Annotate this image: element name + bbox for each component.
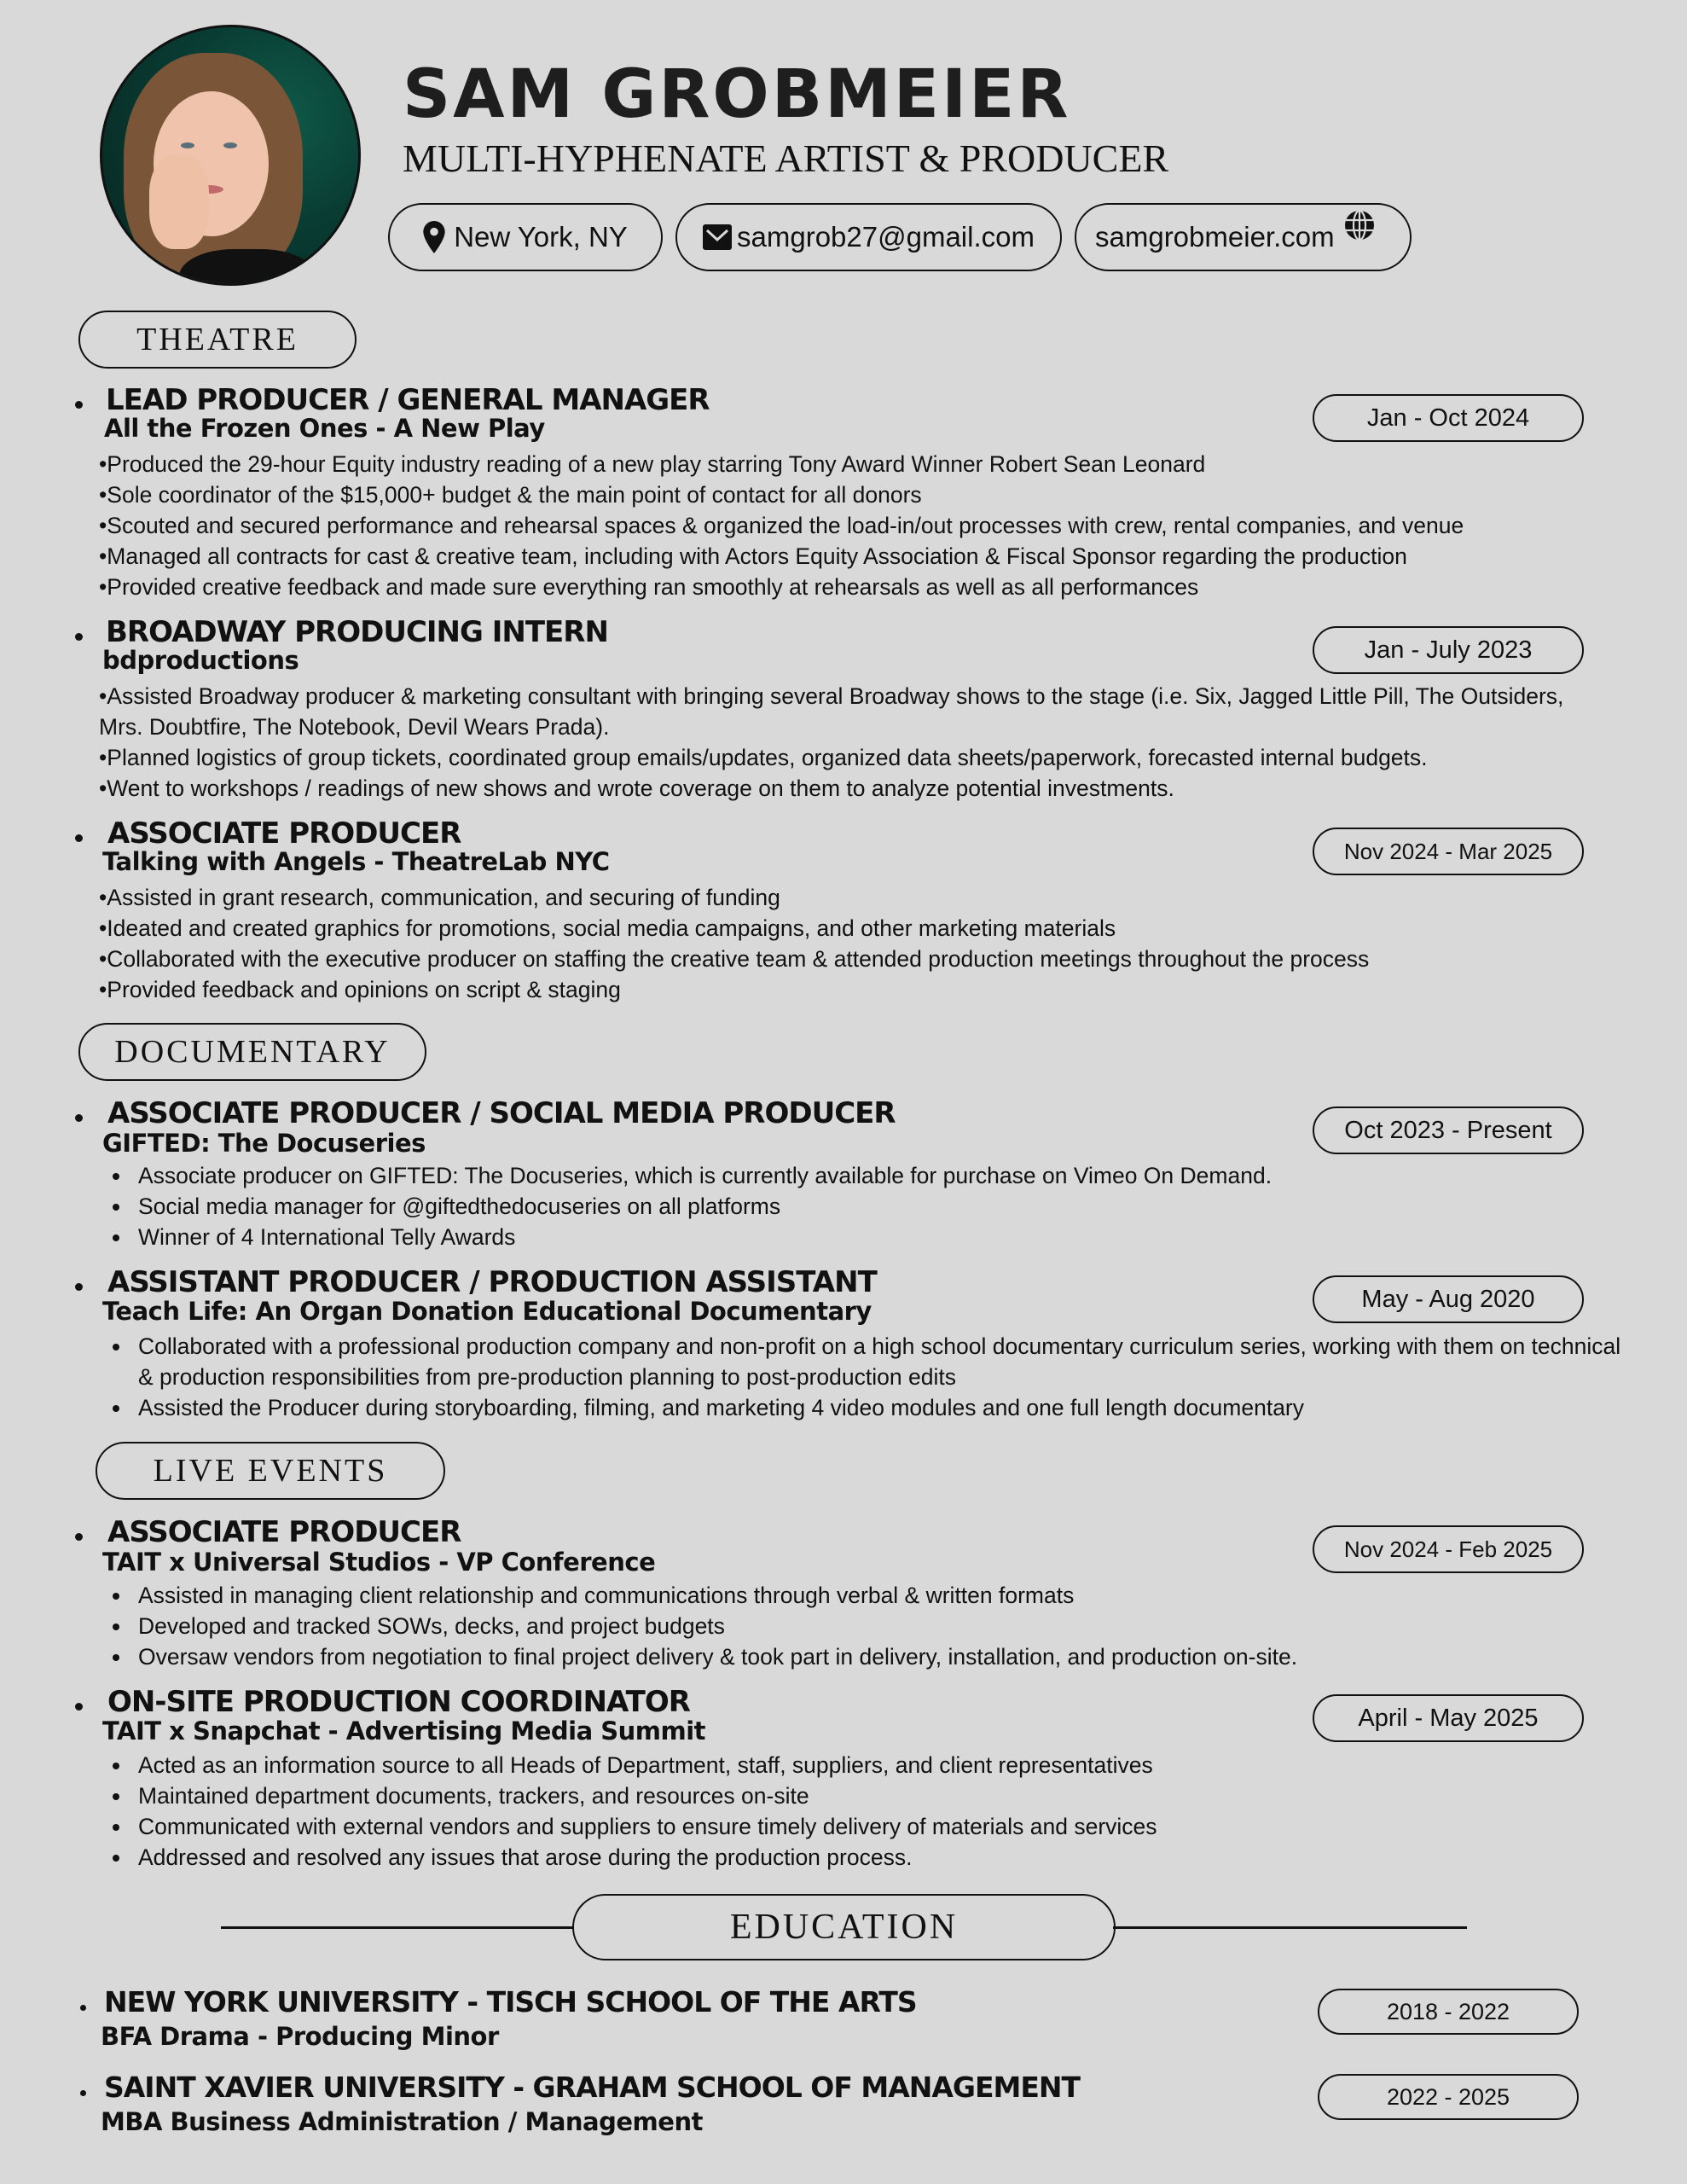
education-school: SAINT XAVIER UNIVERSITY - GRAHAM SCHOOL OF MANAGEMENT	[104, 2071, 1081, 2104]
entry-date-badge: Jan - July 2023	[1313, 626, 1584, 674]
entry-organization: Talking with Angels - TheatreLab NYC	[102, 847, 610, 876]
entry-bullet	[75, 1283, 83, 1291]
description-line: •Provided creative feedback and made sure everything ran smoothly at rehearsals as well as all performances	[99, 574, 1199, 600]
description-line: •Assisted Broadway producer & marketing consultant with bringing several Broadway shows to the stage (i.e. Six, Jagged Little Pill, The Outsiders, Mrs. Doubtfire, The Notebook, Devil Wears Prada).	[99, 683, 1564, 740]
description-line: •Went to workshops / readings of new shows and wrote coverage on them to analyze potential investments.	[99, 775, 1174, 801]
description-line: •Provided feedback and opinions on script & staging	[99, 977, 621, 1002]
description-line: •Planned logistics of group tickets, coordinated group emails/updates, organized data sheets/paperwork, forecasted internal budgets.	[99, 745, 1428, 770]
contact-email-text[interactable]: samgrob27@gmail.com	[737, 221, 1035, 253]
description-line: Social media manager for @giftedthedocuseries on all platforms	[104, 1191, 1272, 1222]
entry-organization: TAIT x Snapchat - Advertising Media Summit	[102, 1716, 706, 1745]
entry-role: ASSOCIATE PRODUCER / SOCIAL MEDIA PRODUCER	[107, 1096, 896, 1130]
description-line: Maintained department documents, trackers, and resources on-site	[104, 1780, 1157, 1811]
entry-description	[104, 1160, 1272, 1252]
education-school: NEW YORK UNIVERSITY - TISCH SCHOOL OF THE ARTS	[104, 1985, 917, 2018]
contact-email[interactable]	[675, 203, 1062, 271]
entry-organization: TAIT x Universal Studios - VP Conference	[102, 1548, 656, 1577]
entry-description	[104, 1750, 1157, 1873]
entry-date-badge: April - May 2025	[1313, 1694, 1584, 1742]
education-date-badge: 2018 - 2022	[1318, 1989, 1579, 2035]
entry-role: LEAD PRODUCER / GENERAL MANAGER	[106, 383, 710, 417]
entry-organization: Teach Life: An Organ Donation Educational Documentary	[102, 1297, 872, 1326]
contact-location-text: New York, NY	[454, 221, 628, 253]
entry-role: ASSOCIATE PRODUCER	[107, 1515, 461, 1549]
contact-website[interactable]	[1075, 203, 1412, 271]
candidate-subtitle: MULTI-HYPHENATE ARTIST & PRODUCER	[403, 136, 1169, 180]
entry-date-badge: Nov 2024 - Mar 2025	[1313, 828, 1584, 875]
description-line: Assisted in managing client relationship and communications through verbal & written formats	[104, 1580, 1297, 1611]
entry-description	[99, 882, 1369, 1005]
section-header-documentary: DOCUMENTARY	[78, 1023, 426, 1081]
entry-role: ON-SITE PRODUCTION COORDINATOR	[107, 1685, 690, 1719]
entry-bullet	[75, 834, 83, 842]
description-line: Communicated with external vendors and suppliers to ensure timely delivery of materials and services	[104, 1811, 1157, 1842]
education-date-badge: 2022 - 2025	[1318, 2074, 1579, 2120]
section-header-theatre: THEATRE	[78, 311, 357, 369]
education-degree: BFA Drama - Producing Minor	[101, 2022, 499, 2051]
entry-date-badge: Oct 2023 - Present	[1313, 1107, 1584, 1154]
description-line: •Scouted and secured performance and rehearsal spaces & organized the load-in/out processes with crew, rental companies, and venue	[99, 513, 1464, 538]
entry-date-badge: May - Aug 2020	[1313, 1275, 1584, 1323]
globe-icon	[1343, 209, 1376, 248]
entry-bullet	[75, 633, 83, 641]
entry-bullet	[80, 2090, 86, 2096]
entry-role: ASSISTANT PRODUCER / PRODUCTION ASSISTANT	[107, 1265, 877, 1299]
candidate-name: SAM GROBMEIER	[403, 56, 1071, 133]
description-line: •Assisted in grant research, communication, and securing of funding	[99, 885, 780, 910]
education-divider-right	[1113, 1926, 1467, 1929]
entry-role: ASSOCIATE PRODUCER	[107, 816, 461, 851]
description-line: Oversaw vendors from negotiation to final project delivery & took part in delivery, installation, and production on-site.	[104, 1641, 1297, 1672]
entry-bullet	[75, 401, 83, 409]
description-line: Assisted the Producer during storyboarding, filming, and marketing 4 video modules and one full length documentary	[104, 1392, 1614, 1423]
photo-hand	[149, 155, 209, 249]
description-line: •Managed all contracts for cast & creative team, including with Actors Equity Association & Fiscal Sponsor regarding the production	[99, 543, 1407, 569]
section-header-education: EDUCATION	[572, 1894, 1116, 1960]
description-line: •Produced the 29-hour Equity industry reading of a new play starring Tony Award Winner Robert Sean Leonard	[99, 451, 1206, 477]
education-divider-left	[221, 1926, 573, 1929]
entry-bullet	[75, 1703, 83, 1711]
education-degree: MBA Business Administration / Management	[101, 2107, 703, 2136]
photo-shirt	[179, 249, 316, 286]
description-line: Associate producer on GIFTED: The Docuseries, which is currently available for purchase on Vimeo On Demand.	[104, 1160, 1272, 1191]
contact-location	[388, 203, 663, 271]
entry-bullet	[75, 1114, 83, 1122]
description-line: Acted as an information source to all Heads of Department, staff, suppliers, and client representatives	[104, 1750, 1157, 1780]
description-line: •Collaborated with the executive producer on staffing the creative team & attended production meetings throughout the process	[99, 946, 1370, 972]
entry-organization: All the Frozen Ones - A New Play	[104, 414, 545, 443]
section-header-live-events: LIVE EVENTS	[96, 1442, 445, 1500]
entry-date-badge: Nov 2024 - Feb 2025	[1313, 1525, 1584, 1573]
description-line: •Ideated and created graphics for promotions, social media campaigns, and other marketing materials	[99, 915, 1116, 941]
entry-description	[104, 1331, 1621, 1423]
description-line: Collaborated with a professional production company and non-profit on a high school documentary curriculum series, working with them on technical & production responsibilities from pre-production planning to post-production edits	[104, 1331, 1622, 1392]
entry-bullet	[80, 2005, 86, 2011]
description-line: •Sole coordinator of the $15,000+ budget & the main point of contact for all donors	[99, 482, 922, 508]
entry-date-badge: Jan - Oct 2024	[1313, 394, 1584, 442]
entry-role: BROADWAY PRODUCING INTERN	[106, 615, 608, 649]
entry-description	[99, 449, 1464, 602]
description-line: Winner of 4 International Telly Awards	[104, 1222, 1272, 1252]
entry-description	[104, 1580, 1297, 1672]
entry-organization: bdproductions	[102, 646, 299, 675]
contact-website-text[interactable]: samgrobmeier.com	[1095, 221, 1335, 253]
entry-organization: GIFTED: The Docuseries	[102, 1129, 426, 1158]
profile-photo	[100, 25, 361, 286]
photo-eye	[181, 142, 194, 148]
envelope-icon	[703, 224, 732, 250]
description-line: Developed and tracked SOWs, decks, and project budgets	[104, 1611, 1297, 1641]
photo-eye	[223, 142, 237, 148]
location-pin-icon	[423, 221, 445, 253]
entry-description	[99, 681, 1574, 804]
description-line: Addressed and resolved any issues that arose during the production process.	[104, 1842, 1157, 1873]
entry-bullet	[75, 1533, 83, 1541]
